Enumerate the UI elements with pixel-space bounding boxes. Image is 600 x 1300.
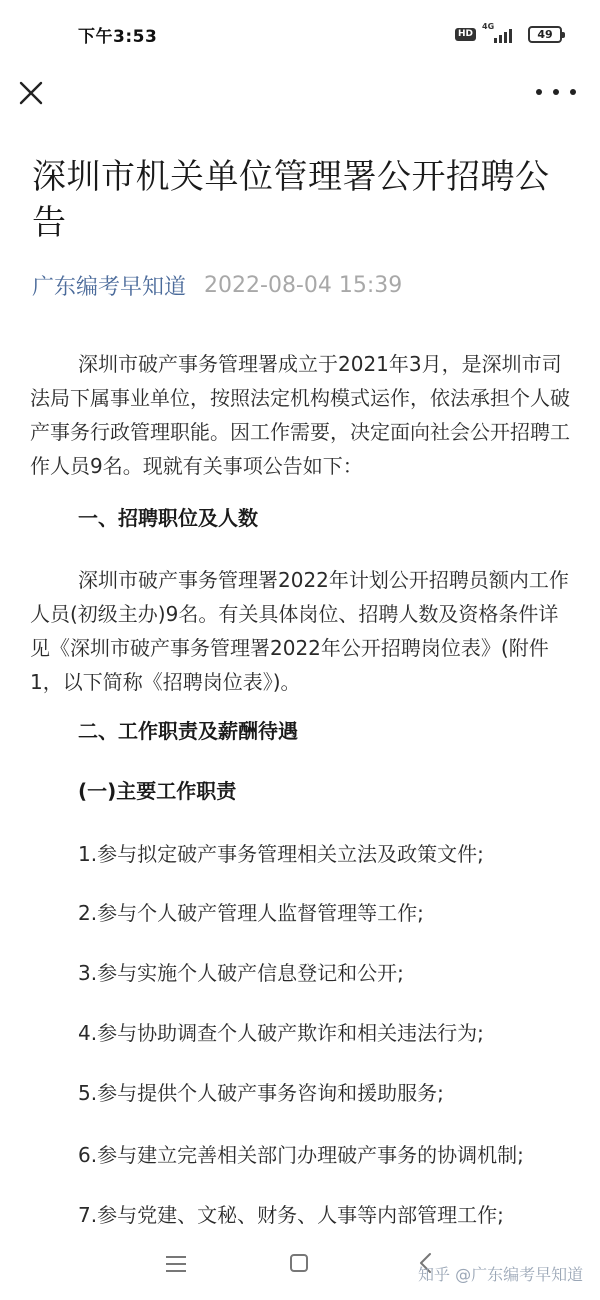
duty-item: 4.参与协助调查个人破产欺诈和相关违法行为; [78,1021,484,1045]
network-type-label: 4G [482,22,495,31]
close-button[interactable] [16,78,46,108]
signal-icon [482,22,516,43]
more-dot [536,89,542,95]
hd-icon: HD [455,28,476,41]
signal-bars [494,29,512,43]
duty-item: 7.参与党建、文秘、财务、人事等内部管理工作; [78,1203,504,1227]
publish-date: 2022-08-04 15:39 [204,272,403,298]
article-title: 深圳市机关单位管理署公开招聘公告 [32,157,550,243]
recent-apps-button[interactable] [166,1256,186,1272]
top-nav-bar [0,68,600,116]
duty-item: 5.参与提供个人破产事务咨询和援助服务; [78,1081,444,1105]
section-heading-1: 一、招聘职位及人数 [78,506,258,530]
more-dot [553,89,559,95]
section-heading-2: 二、工作职责及薪酬待遇 [78,719,298,743]
article-meta [32,268,402,302]
status-bar [0,0,600,68]
status-time: 下午3:53 [78,26,158,47]
duty-item: 3.参与实施个人破产信息登记和公开; [78,961,404,985]
more-dot [570,89,576,95]
status-icons [455,22,562,43]
battery-icon [528,26,562,43]
duty-item: 2.参与个人破产管理人监督管理等工作; [78,901,424,925]
section1-paragraph: 深圳市破产事务管理署2022年计划公开招聘员额内工作人员(初级主办)9名。有关具体岗位、招聘人数及资格条件详见《深圳市破产事务管理署2022年公开招聘岗位表》(附件1，以下简称《招聘岗位表》)。 [30,568,569,694]
subsection-heading: (一)主要工作职责 [78,779,237,803]
battery-level: 49 [537,27,553,41]
menu-icon [166,1256,186,1258]
author-link[interactable]: 广东编考早知道 [32,274,187,300]
system-nav-bar [0,1232,600,1300]
duty-item: 6.参与建立完善相关部门办理破产事务的协调机制; [78,1143,524,1167]
zhihu-watermark: 知乎 @广东编考早知道 [418,1265,584,1284]
duty-item: 1.参与拟定破产事务管理相关立法及政策文件; [78,842,484,866]
intro-paragraph: 深圳市破产事务管理署成立于2021年3月，是深圳市司法局下属事业单位，按照法定机构模式运作，依法承担个人破产事务行政管理职能。因工作需要，决定面向社会公开招聘工作人员9名。现就有关事项公告如下： [30,352,570,478]
close-icon [16,78,46,108]
menu-icon [166,1263,186,1265]
menu-icon [166,1270,186,1272]
home-button[interactable] [290,1254,308,1272]
more-options-button[interactable] [536,80,576,104]
